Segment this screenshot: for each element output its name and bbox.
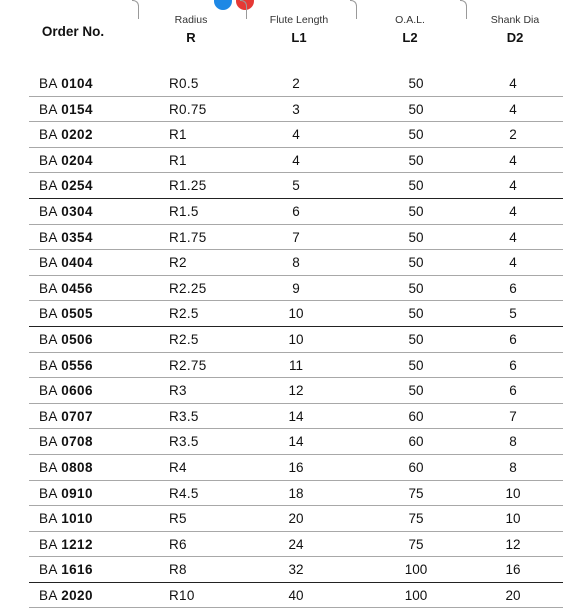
radius-cell: R4.5: [169, 485, 199, 501]
order-number-cell: [39, 102, 93, 117]
oal-cell: 100: [404, 562, 428, 578]
radius-cell: R2.75: [169, 357, 207, 373]
table-row: [29, 276, 563, 302]
flute-length-cell: 8: [292, 255, 300, 271]
table-row: [29, 173, 563, 199]
order-prefix: BA: [39, 280, 58, 296]
order-number-cell: [39, 383, 93, 398]
order-code: 0505: [61, 306, 93, 322]
oal-cell: 60: [408, 459, 424, 475]
shank-dia-cell: 7: [509, 408, 517, 424]
table-row: [29, 455, 563, 481]
order-prefix: BA: [39, 511, 58, 527]
order-code: 0154: [61, 101, 93, 117]
order-prefix: BA: [39, 203, 58, 219]
table-row: [29, 199, 563, 225]
oal-cell: 50: [408, 229, 424, 245]
order-number-cell: [39, 255, 93, 270]
order-code: 0104: [61, 76, 93, 91]
flute-length-cell: 7: [292, 229, 300, 245]
flute-length-cell: 6: [292, 203, 300, 219]
order-prefix: BA: [39, 357, 58, 373]
order-prefix: BA: [39, 408, 58, 424]
table-row: [29, 97, 563, 123]
header-shank-label: Shank Dia: [490, 14, 540, 26]
header-divider: [132, 0, 139, 19]
radius-cell: R3.5: [169, 408, 199, 424]
order-code: 0254: [61, 178, 93, 194]
shank-dia-cell: 10: [505, 511, 521, 527]
order-code: 0910: [61, 485, 93, 501]
flute-length-cell: 10: [288, 306, 304, 322]
order-prefix: BA: [39, 485, 58, 501]
shank-dia-cell: 6: [509, 383, 517, 399]
shank-dia-cell: 16: [505, 562, 521, 578]
order-prefix: BA: [39, 127, 58, 143]
radius-cell: R8: [169, 562, 187, 578]
radius-cell: R1.75: [169, 229, 207, 245]
order-number-cell: [39, 460, 93, 475]
header-divider: [240, 0, 247, 19]
flute-length-cell: 10: [288, 331, 304, 347]
table-row: [29, 122, 563, 148]
order-number-cell: [39, 230, 93, 245]
shank-dia-cell: 4: [509, 229, 517, 245]
header-radius-label: Radius: [174, 14, 208, 26]
order-code: 0707: [61, 408, 93, 424]
oal-cell: 60: [408, 408, 424, 424]
oal-cell: 50: [408, 255, 424, 271]
shank-dia-cell: 5: [509, 306, 517, 322]
flute-length-cell: 32: [288, 562, 304, 578]
flute-length-cell: 20: [288, 511, 304, 527]
shank-dia-cell: 6: [509, 280, 517, 296]
oal-cell: 50: [408, 152, 424, 168]
order-prefix: BA: [39, 255, 58, 271]
header-divider: [460, 0, 467, 19]
shank-dia-cell: 4: [509, 178, 517, 194]
radius-cell: R1: [169, 127, 187, 143]
order-number-cell: [39, 511, 93, 526]
table-row: [29, 481, 563, 507]
table-row: [29, 301, 563, 327]
table-row: [29, 71, 563, 97]
table-body: [29, 71, 563, 608]
order-number-cell: [39, 537, 93, 552]
radius-cell: R6: [169, 536, 187, 552]
oal-cell: 50: [408, 357, 424, 373]
order-code: 1212: [61, 536, 93, 552]
header-divider: [350, 0, 357, 19]
flute-length-cell: 14: [288, 434, 304, 450]
radius-cell: R1.25: [169, 178, 207, 194]
radius-cell: R3.5: [169, 434, 199, 450]
flute-length-cell: 24: [288, 536, 304, 552]
shank-dia-cell: 12: [505, 536, 521, 552]
shank-dia-cell: 4: [509, 76, 517, 91]
order-prefix: BA: [39, 383, 58, 399]
table-header: [6, 0, 561, 58]
order-code: 0556: [61, 357, 93, 373]
oal-cell: 50: [408, 76, 424, 91]
order-prefix: BA: [39, 229, 58, 245]
radius-cell: R0.5: [169, 76, 199, 91]
radius-cell: R2: [169, 255, 187, 271]
radius-cell: R3: [169, 383, 187, 399]
header-oal-symbol: L2: [402, 30, 418, 45]
radius-cell: R1: [169, 152, 187, 168]
header-radius: [142, 0, 240, 58]
shank-dia-cell: 10: [505, 485, 521, 501]
header-order-label: Order No.: [41, 24, 105, 39]
flute-length-cell: 16: [288, 459, 304, 475]
order-prefix: BA: [39, 434, 58, 450]
oal-cell: 60: [408, 434, 424, 450]
oal-cell: 50: [408, 101, 424, 117]
order-code: 0606: [61, 383, 93, 399]
shank-dia-cell: 4: [509, 255, 517, 271]
oal-cell: 50: [408, 203, 424, 219]
order-number-cell: [39, 409, 93, 424]
flute-length-cell: 9: [292, 280, 300, 296]
order-number-cell: [39, 332, 93, 347]
table-row: [29, 327, 563, 353]
header-oal: [360, 0, 460, 58]
header-order-no: [14, 0, 132, 58]
order-code: 1010: [61, 511, 93, 527]
oal-cell: 50: [408, 331, 424, 347]
radius-cell: R0.75: [169, 101, 207, 117]
order-prefix: BA: [39, 587, 58, 603]
table-row: [29, 148, 563, 174]
table-row: [29, 429, 563, 455]
order-code: 2020: [61, 587, 93, 603]
order-code: 1616: [61, 562, 93, 578]
order-code: 0204: [61, 152, 93, 168]
shank-dia-cell: 8: [509, 434, 517, 450]
shank-dia-cell: 4: [509, 203, 517, 219]
flute-length-cell: 5: [292, 178, 300, 194]
header-flute-symbol: L1: [291, 30, 307, 45]
oal-cell: 75: [408, 511, 424, 527]
flute-length-cell: 40: [288, 587, 304, 603]
table-row: [29, 404, 563, 430]
order-number-cell: [39, 486, 93, 501]
order-prefix: BA: [39, 76, 58, 91]
table-row: [29, 353, 563, 379]
flute-length-cell: 4: [292, 152, 300, 168]
shank-dia-cell: 6: [509, 331, 517, 347]
order-number-cell: [39, 127, 93, 142]
flute-length-cell: 2: [292, 76, 300, 91]
order-prefix: BA: [39, 178, 58, 194]
oal-cell: 50: [408, 306, 424, 322]
table-row: [29, 557, 563, 583]
order-prefix: BA: [39, 152, 58, 168]
table-row: [29, 250, 563, 276]
header-shank-symbol: D2: [506, 30, 524, 45]
order-number-cell: [39, 562, 93, 577]
table-row: [29, 225, 563, 251]
header-flute-length: [250, 0, 348, 58]
shank-dia-cell: 2: [509, 127, 517, 143]
order-number-cell: [39, 153, 93, 168]
order-number-cell: [39, 358, 93, 373]
header-shank-dia: [470, 0, 560, 58]
shank-dia-cell: 8: [509, 459, 517, 475]
header-flute-label: Flute Length: [269, 14, 329, 26]
flute-length-cell: 12: [288, 383, 304, 399]
radius-cell: R1.5: [169, 203, 199, 219]
order-code: 0354: [61, 229, 93, 245]
order-number-cell: [39, 588, 93, 603]
oal-cell: 50: [408, 127, 424, 143]
flute-length-cell: 4: [292, 127, 300, 143]
flute-length-cell: 14: [288, 408, 304, 424]
oal-cell: 75: [408, 485, 424, 501]
flute-length-cell: 3: [292, 101, 300, 117]
order-prefix: BA: [39, 459, 58, 475]
radius-cell: R4: [169, 459, 187, 475]
order-number-cell: [39, 178, 93, 193]
radius-cell: R2.25: [169, 280, 207, 296]
header-oal-label: O.A.L.: [395, 14, 425, 26]
radius-cell: R5: [169, 511, 187, 527]
oal-cell: 50: [408, 178, 424, 194]
order-code: 0708: [61, 434, 93, 450]
shank-dia-cell: 4: [509, 152, 517, 168]
shank-dia-cell: 20: [505, 587, 521, 603]
order-number-cell: [39, 76, 93, 91]
oal-cell: 50: [408, 280, 424, 296]
order-code: 0808: [61, 459, 93, 475]
order-prefix: BA: [39, 101, 58, 117]
shank-dia-cell: 4: [509, 101, 517, 117]
radius-cell: R2.5: [169, 306, 199, 322]
oal-cell: 100: [404, 587, 428, 603]
header-radius-symbol: R: [186, 30, 196, 45]
order-code: 0506: [61, 331, 93, 347]
shank-dia-cell: 6: [509, 357, 517, 373]
table-row: [29, 378, 563, 404]
oal-cell: 50: [408, 383, 424, 399]
flute-length-cell: 11: [288, 357, 303, 373]
table-row: [29, 506, 563, 532]
order-code: 0304: [61, 203, 93, 219]
order-prefix: BA: [39, 562, 58, 578]
order-prefix: BA: [39, 331, 58, 347]
oal-cell: 75: [408, 536, 424, 552]
radius-cell: R10: [169, 587, 195, 603]
flute-length-cell: 18: [288, 485, 304, 501]
order-number-cell: [39, 204, 93, 219]
radius-cell: R2.5: [169, 331, 199, 347]
order-number-cell: [39, 434, 93, 449]
order-code: 0456: [61, 280, 93, 296]
order-prefix: BA: [39, 306, 58, 322]
order-number-cell: [39, 306, 93, 321]
table-row: [29, 583, 563, 608]
order-prefix: BA: [39, 536, 58, 552]
order-code: 0404: [61, 255, 93, 271]
table-row: [29, 532, 563, 558]
order-code: 0202: [61, 127, 93, 143]
order-number-cell: [39, 281, 93, 296]
